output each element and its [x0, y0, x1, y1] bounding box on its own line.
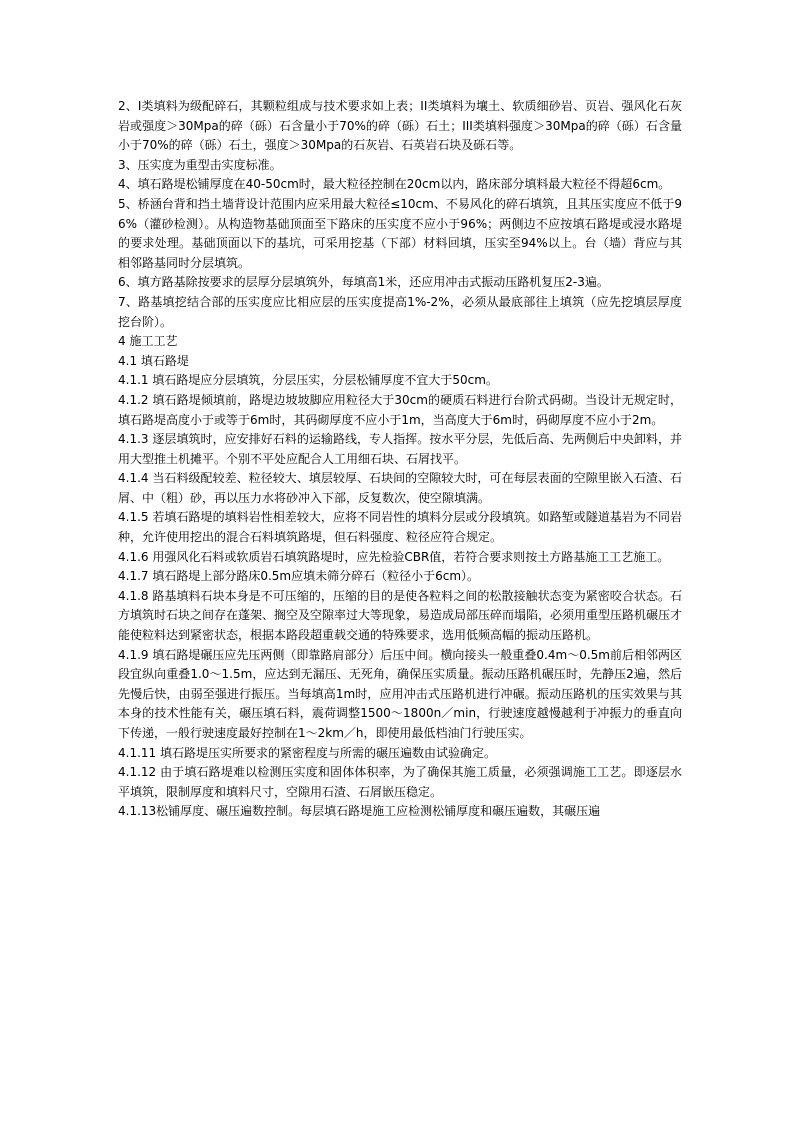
clause-4-1-3: 4.1.3 逐层填筑时，应安排好石料的运输路线，专人指挥。按水平分层，先低后高、先两侧后中央卸料，并用大型推土机摊平。个别不平处应配合人工用细石块、石屑找平。 [118, 432, 682, 466]
paragraph-abutment-backfill: 5、桥涵台背和挡土墙背设计范围内应采用最大粒径≤10cm、不易风化的碎石填筑，且其压实度应不低于96%（灌砂检测）。从构造物基础顶面至下路床的压实度不应小于96%；两侧边不应按填石路堤或浸水路堤的要求处理。基础顶面以下的基坑，可采用挖基（下部）材料回填，压实至94%以上。台（墙）背应与其相邻路基同时分层填筑。 [118, 196, 682, 270]
clause-4-1-7: 4.1.7 填石路堤上部分路床0.5m应填未筛分碎石（粒径小于6cm）。 [118, 569, 480, 584]
subsection-heading-rockfill-embankment: 4.1 填石路堤 [118, 353, 189, 368]
document-body [118, 97, 682, 822]
clause-4-1-13: 4.1.13松铺厚度、碾压遍数控制。每层填石路堤施工应检测松铺厚度和碾压遍数，其碾压遍 [118, 804, 601, 819]
paragraph-cut-fill-junction: 7、路基填挖结合部的压实度应比相应层的压实度提高1%-2%，必须从最底部往上填筑（应先挖填层厚度挖台阶）。 [118, 294, 682, 329]
section-heading-construction-process: 4 施工工艺 [118, 334, 178, 349]
paragraph-loose-thickness: 4、填石路堤松铺厚度在40-50cm时，最大粒径控制在20cm以内，路床部分填料最大粒径不得超6cm。 [118, 177, 671, 192]
paragraph-fill-material-types: 2、I类填料为级配碎石，其颗粒组成与技术要求如上表；II类填料为壤土、软质细砂岩、页岩、强风化石灰岩或强度＞30Mpa的碎（砾）石含量小于70%的碎（砾）石土；III类填料强度＞30Mpa的碎（砾）石含量小于70%的碎（砾）石土，强度＞30Mpa的石灰岩、石英岩石块及砾石等。 [118, 99, 682, 153]
clause-4-1-12: 4.1.12 由于填石路堤难以检测压实度和固体体积率，为了确保其施工质量，必须强调施工工艺。即逐层水平填筑，限制厚度和填料尺寸，空隙用石渣、石屑嵌压稳定。 [118, 765, 682, 799]
clause-4-1-9: 4.1.9 填石路堤碾压应先压两侧（即靠路肩部分）后压中间。横向接头一般重叠0.4m～0.5m前后相邻两区段宜纵向重叠1.0～1.5m，应达到无漏压、无死角，确保压实质量。振动压路机碾压时，先静压2遍，然后先慢后快，由弱至强进行振压。当每填高1m时，应用冲击式压路机进行冲碾。振动压路机的压实效果与其本身的技术性能有关，碾压填石料，震荷调整1500～1800n／min，行驶速度越慢越利于冲振力的垂直向下传递，一般行驶速度最好控制在1～2km／h，即使用最低档油门行驶压实。 [118, 647, 682, 740]
clause-4-1-4: 4.1.4 当石料级配较差、粒径较大、填层较厚、石块间的空隙较大时，可在每层表面的空隙里嵌入石渣、石屑、中（粗）砂，再以压力水将砂冲入下部，反复数次，使空隙填满。 [118, 471, 682, 505]
clause-4-1-8: 4.1.8 路基填料石块本身是不可压缩的，压缩的目的是使各粒料之间的松散接触状态变为紧密咬合状态。石方填筑时石块之间存在蓬架、搁空及空隙率过大等现象，易造成局部压碎而塌陷，必须用重型压路机碾压才能使粒料达到紧密状态，根据本路段超重载交通的特殊要求，选用低频高幅的振动压路机。 [118, 588, 683, 643]
clause-4-1-11: 4.1.11 填石路堤压实所要求的紧密程度与所需的碾压遍数由试验确定。 [118, 745, 496, 760]
clause-4-1-1: 4.1.1 填石路堤应分层填筑，分层压实，分层松铺厚度不宜大于50cm。 [118, 373, 498, 388]
clause-4-1-5: 4.1.5 若填石路堤的填料岩性相差较大，应将不同岩性的填料分层或分段填筑。如路堑或隧道基岩为不同岩种，允许使用挖出的混合石料填筑路堤，但石料强度、粒径应符合规定。 [118, 510, 682, 545]
clause-4-1-2: 4.1.2 填石路堤倾填前，路堤边坡坡脚应用粒径大于30cm的硬质石料进行台阶式码砌。当设计无规定时，填石路堤高度小于或等于6m时，其码砌厚度不应小于1m，当高度大于6m时，码砌厚度不应小于2m。 [118, 392, 682, 427]
paragraph-compaction-standard: 3、压实度为重型击实度标准。 [118, 157, 282, 172]
clause-4-1-6: 4.1.6 用强风化石料或软质岩石填筑路堤时，应先检验CBR值，若符合要求则按土方路基施工工艺施工。 [118, 549, 670, 564]
paragraph-layered-filling: 6、填方路基除按要求的层厚分层填筑外，每填高1米，还应用冲击式振动压路机复压2-3遍。 [118, 275, 609, 290]
